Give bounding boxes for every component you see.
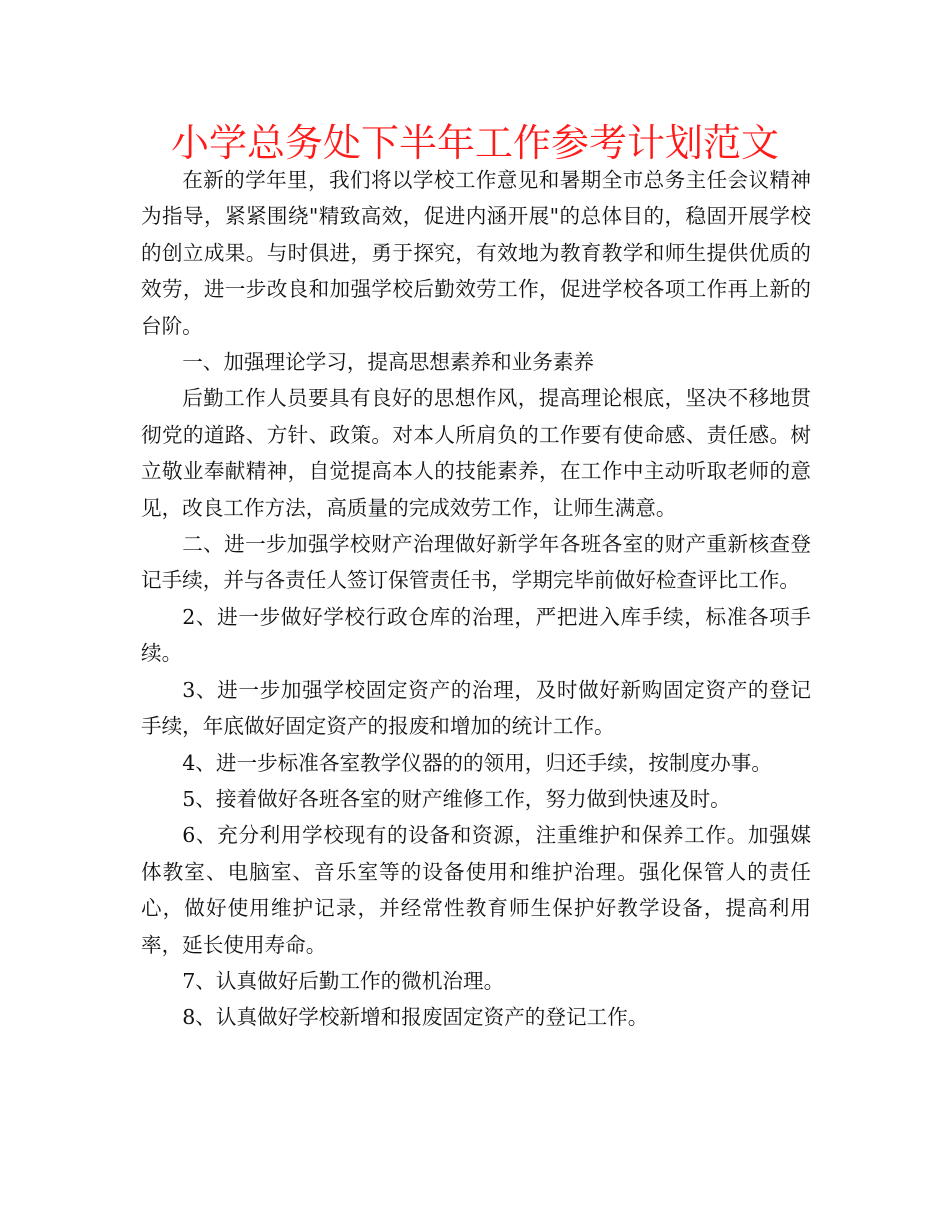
document-body	[141, 162, 811, 1036]
list-item-5: 5、接着做好各班各室的财产维修工作，努力做到快速及时。	[182, 786, 731, 811]
document-title: 小学总务处下半年工作参考计划范文	[170, 121, 779, 165]
paragraph-section-2: 二、进一步加强学校财产治理做好新学年各班各室的财产重新核查登记手续，并与各责任人签订保管责任书，学期完毕前做好检查评比工作。	[141, 532, 811, 593]
list-item-2: 2、进一步做好学校行政仓库的治理，严把进入库手续，标准各项手续。	[141, 604, 811, 666]
list-item-4: 4、进一步标准各室教学仪器的的领用，归还手续，按制度办事。	[182, 750, 772, 775]
paragraph-intro: 在新的学年里，我们将以学校工作意见和暑期全市总务主任会议精神为指导，紧紧围绕"精致高效，促进内涵开展"的总体目的，稳固开展学校的创立成果。与时俱进，勇于探究，有效地为教育教学和师生提供优质的效劳，进一步改良和加强学校后勤效劳工作，促进学校各项工作再上新的台阶。	[141, 168, 811, 338]
paragraph-section-1: 后勤工作人员要具有良好的思想作风，提高理论根底，坚决不移地贯彻党的道路、方针、政策。对本人所肩负的工作要有使命感、责任感。树立敬业奉献精神，自觉提高本人的技能素养，在工作中主动听取老师的意见，改良工作方法，高质量的完成效劳工作，让师生满意。	[141, 386, 811, 520]
list-item-3: 3、进一步加强学校固定资产的治理，及时做好新购固定资产的登记手续，年底做好固定资产的报废和增加的统计工作。	[141, 677, 811, 739]
list-item-7: 7、认真做好后勤工作的微机治理。	[182, 968, 505, 993]
section-heading-1: 一、加强理论学习，提高思想素养和业务素养	[182, 350, 595, 375]
list-item-8: 8、认真做好学校新增和报废固定资产的登记工作。	[182, 1005, 649, 1030]
list-item-6: 6、充分利用学校现有的设备和资源，注重维护和保养工作。加强媒体教室、电脑室、音乐室等的设备使用和维护治理。强化保管人的责任心，做好使用维护记录，并经常性教育师生保护好教学设备，提高利用率，延长使用寿命。	[141, 823, 811, 957]
